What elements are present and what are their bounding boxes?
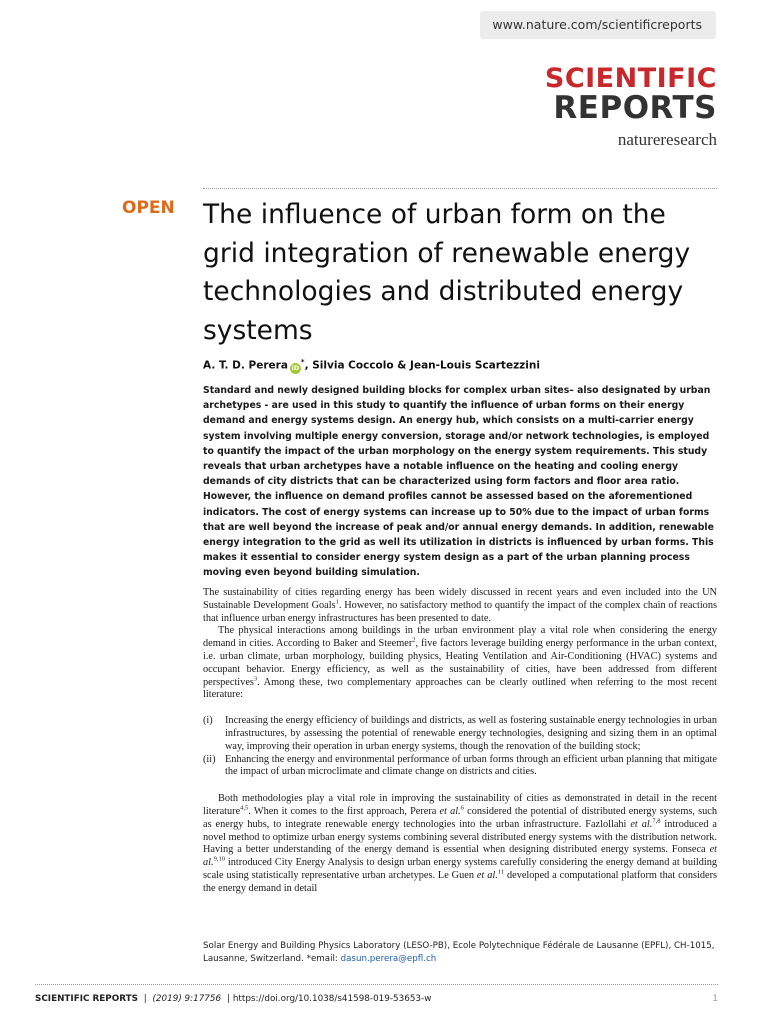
ref-link[interactable]: 1 <box>335 598 339 606</box>
ref-link[interactable]: 9,10 <box>213 855 225 863</box>
p3-text-e: introduced City Energy Analysis to design urban energy systems carefully considering the energy demand at building scale using statistically representative urban archetypes. Le Guen <box>203 857 717 881</box>
logo-scientific: SCIENTIFIC <box>544 63 717 94</box>
author-rest: , Silvia Coccolo & Jean-Louis Scartezzini <box>304 359 540 372</box>
p3-text-f: developed a computational platform that considers the energy demand in detail <box>203 869 718 894</box>
orcid-icon[interactable]: iD <box>291 363 300 372</box>
p3-text-b: . When it comes to the first approach, Perera <box>248 805 440 817</box>
approach-list <box>203 715 717 779</box>
et-al: et al. <box>439 805 461 817</box>
list-marker: (i) <box>203 715 213 727</box>
list-item <box>203 715 717 753</box>
article-body <box>203 587 717 896</box>
p3-text-d: introduced a novel method to optimize urban energy systems combining several distributed energy systems with the distribution network. Having a better understanding of the energy demand is essential when designing distributed energy systems. Fonseca <box>203 818 717 856</box>
email-link[interactable]: dasun.perera@epfl.ch <box>340 954 437 964</box>
footer-citation: (2019) 9:17756 <box>152 994 222 1004</box>
list-item <box>203 754 717 780</box>
page-footer <box>35 984 718 1004</box>
p2-text-c: . Among these, two complementary approaches can be clearly outlined when referring to the most recent literature: <box>203 676 717 701</box>
journal-url[interactable]: www.nature.com/scientificreports <box>480 11 716 39</box>
journal-logo <box>544 63 717 150</box>
affiliation-text: Solar Energy and Building Physics Laboratory (LESO-PB), Ecole Polytechnique Fédérale de Lausanne (EPFL), CH-1015, Lausanne, Switzerland. *email: <box>203 941 715 964</box>
et-al: et al. <box>203 844 717 869</box>
list-item-text: Enhancing the energy and environmental performance of urban forms through an efficient urban planning that mitigate the impact of urban microclimate and climate change on districts and cities. <box>225 753 717 778</box>
ref-link[interactable]: 11 <box>497 868 505 876</box>
page-number: 1 <box>712 994 718 1004</box>
p2-text-a: The physical interactions among buildings in the urban environment play a vital role when considering the energy demand in cities. According to Baker and Steemer <box>203 625 717 650</box>
et-al: et al. <box>630 818 653 830</box>
p1-text-a: The sustainability of cities regarding energy has been widely discussed in recent years and even included into the UN Sustainable Development Goals <box>203 587 717 611</box>
p2-text-b: , five factors leverage building energy performance in the urban context, i.e. urban climate, urban morphology, building physics, Heating Ventilation and Air-Conditioning (HVAC) systems and occupant behavior. Energy efficiency, as well as the sustainability of cities, have been addressed from different perspectives <box>203 638 717 688</box>
list-marker: (ii) <box>203 753 216 765</box>
ref-link[interactable]: 2 <box>412 636 416 644</box>
header-divider <box>203 188 717 189</box>
et-al: et al. <box>476 869 498 881</box>
footer-separator: | <box>143 994 147 1004</box>
paragraph-3 <box>203 793 717 895</box>
footer-separator: | <box>226 994 230 1004</box>
article-title: The influence of urban form on the grid integration of renewable energy technologies and distributed energy systems <box>203 199 691 346</box>
affiliation-footnote <box>203 940 717 966</box>
footer-journal: SCIENTIFIC REPORTS <box>35 994 138 1004</box>
author-first[interactable]: A. T. D. Perera <box>203 359 288 372</box>
ref-link[interactable]: 6 <box>460 804 464 812</box>
list-item-text: Increasing the energy efficiency of buildings and districts, as well as fostering sustainable energy technologies in urban infrastructures, by assessing the potential of renewable energy technologies, designing and sizing them in an optimal way, improving their operation in urban energy systems, though the renovation of the building stock; <box>225 715 717 752</box>
p1-text-b: . However, no satisfactory method to quantify the impact of the complex chain of reactions that influence urban energy infrastructures has been presented to date. <box>203 599 717 624</box>
open-access-badge: OPEN <box>122 198 175 218</box>
p3-text-a: Both methodologies play a vital role in improving the sustainability of cities as demonstrated in detail in the recent literature <box>203 793 717 817</box>
logo-natureresearch: natureresearch <box>617 130 717 149</box>
corresponding-mark: * <box>300 358 305 366</box>
footer-doi-link[interactable]: https://doi.org/10.1038/s41598-019-53653-w <box>232 994 432 1004</box>
p3-text-c: considered the potential of distributed energy systems, such as energy hubs, to integrate renewable energy technologies into the urban infrastructure. Fazlollahi <box>203 805 718 830</box>
logo-reports: REPORTS <box>553 90 717 126</box>
ref-link[interactable]: 4,5 <box>240 804 249 812</box>
author-list <box>203 358 540 374</box>
paragraph-2 <box>203 625 717 702</box>
ref-link[interactable]: 7,8 <box>652 817 661 825</box>
ref-link[interactable]: 3 <box>253 675 258 683</box>
abstract: Standard and newly designed building blocks for complex urban sites– also designated by urban archetypes - are used in this study to quantify the influence of urban forms on their energy demand and energy systems design. An energy hub, which consists on a multi-carrier energy system involving multiple energy conversion, storage and/or network technologies, is employed to quantify the impact of the urban morphology on the energy system requirements. This study reveals that urban archetypes have a notable influence on the heating and cooling energy demands of city districts that can be characterized using form factors and floor area ratio. However, the influence on demand profiles cannot be assessed based on the aforementioned indicators. The cost of energy systems can increase up to 50% due to the impact of urban forms that are well beyond the increase of peak and/or annual energy demands. In addition, renewable energy integration to the grid as well its utilization in districts is influenced by urban forms. This makes it essential to consider energy system design as a part of the urban planning process moving even beyond building simulation. <box>203 385 714 579</box>
paragraph-1 <box>203 587 717 625</box>
